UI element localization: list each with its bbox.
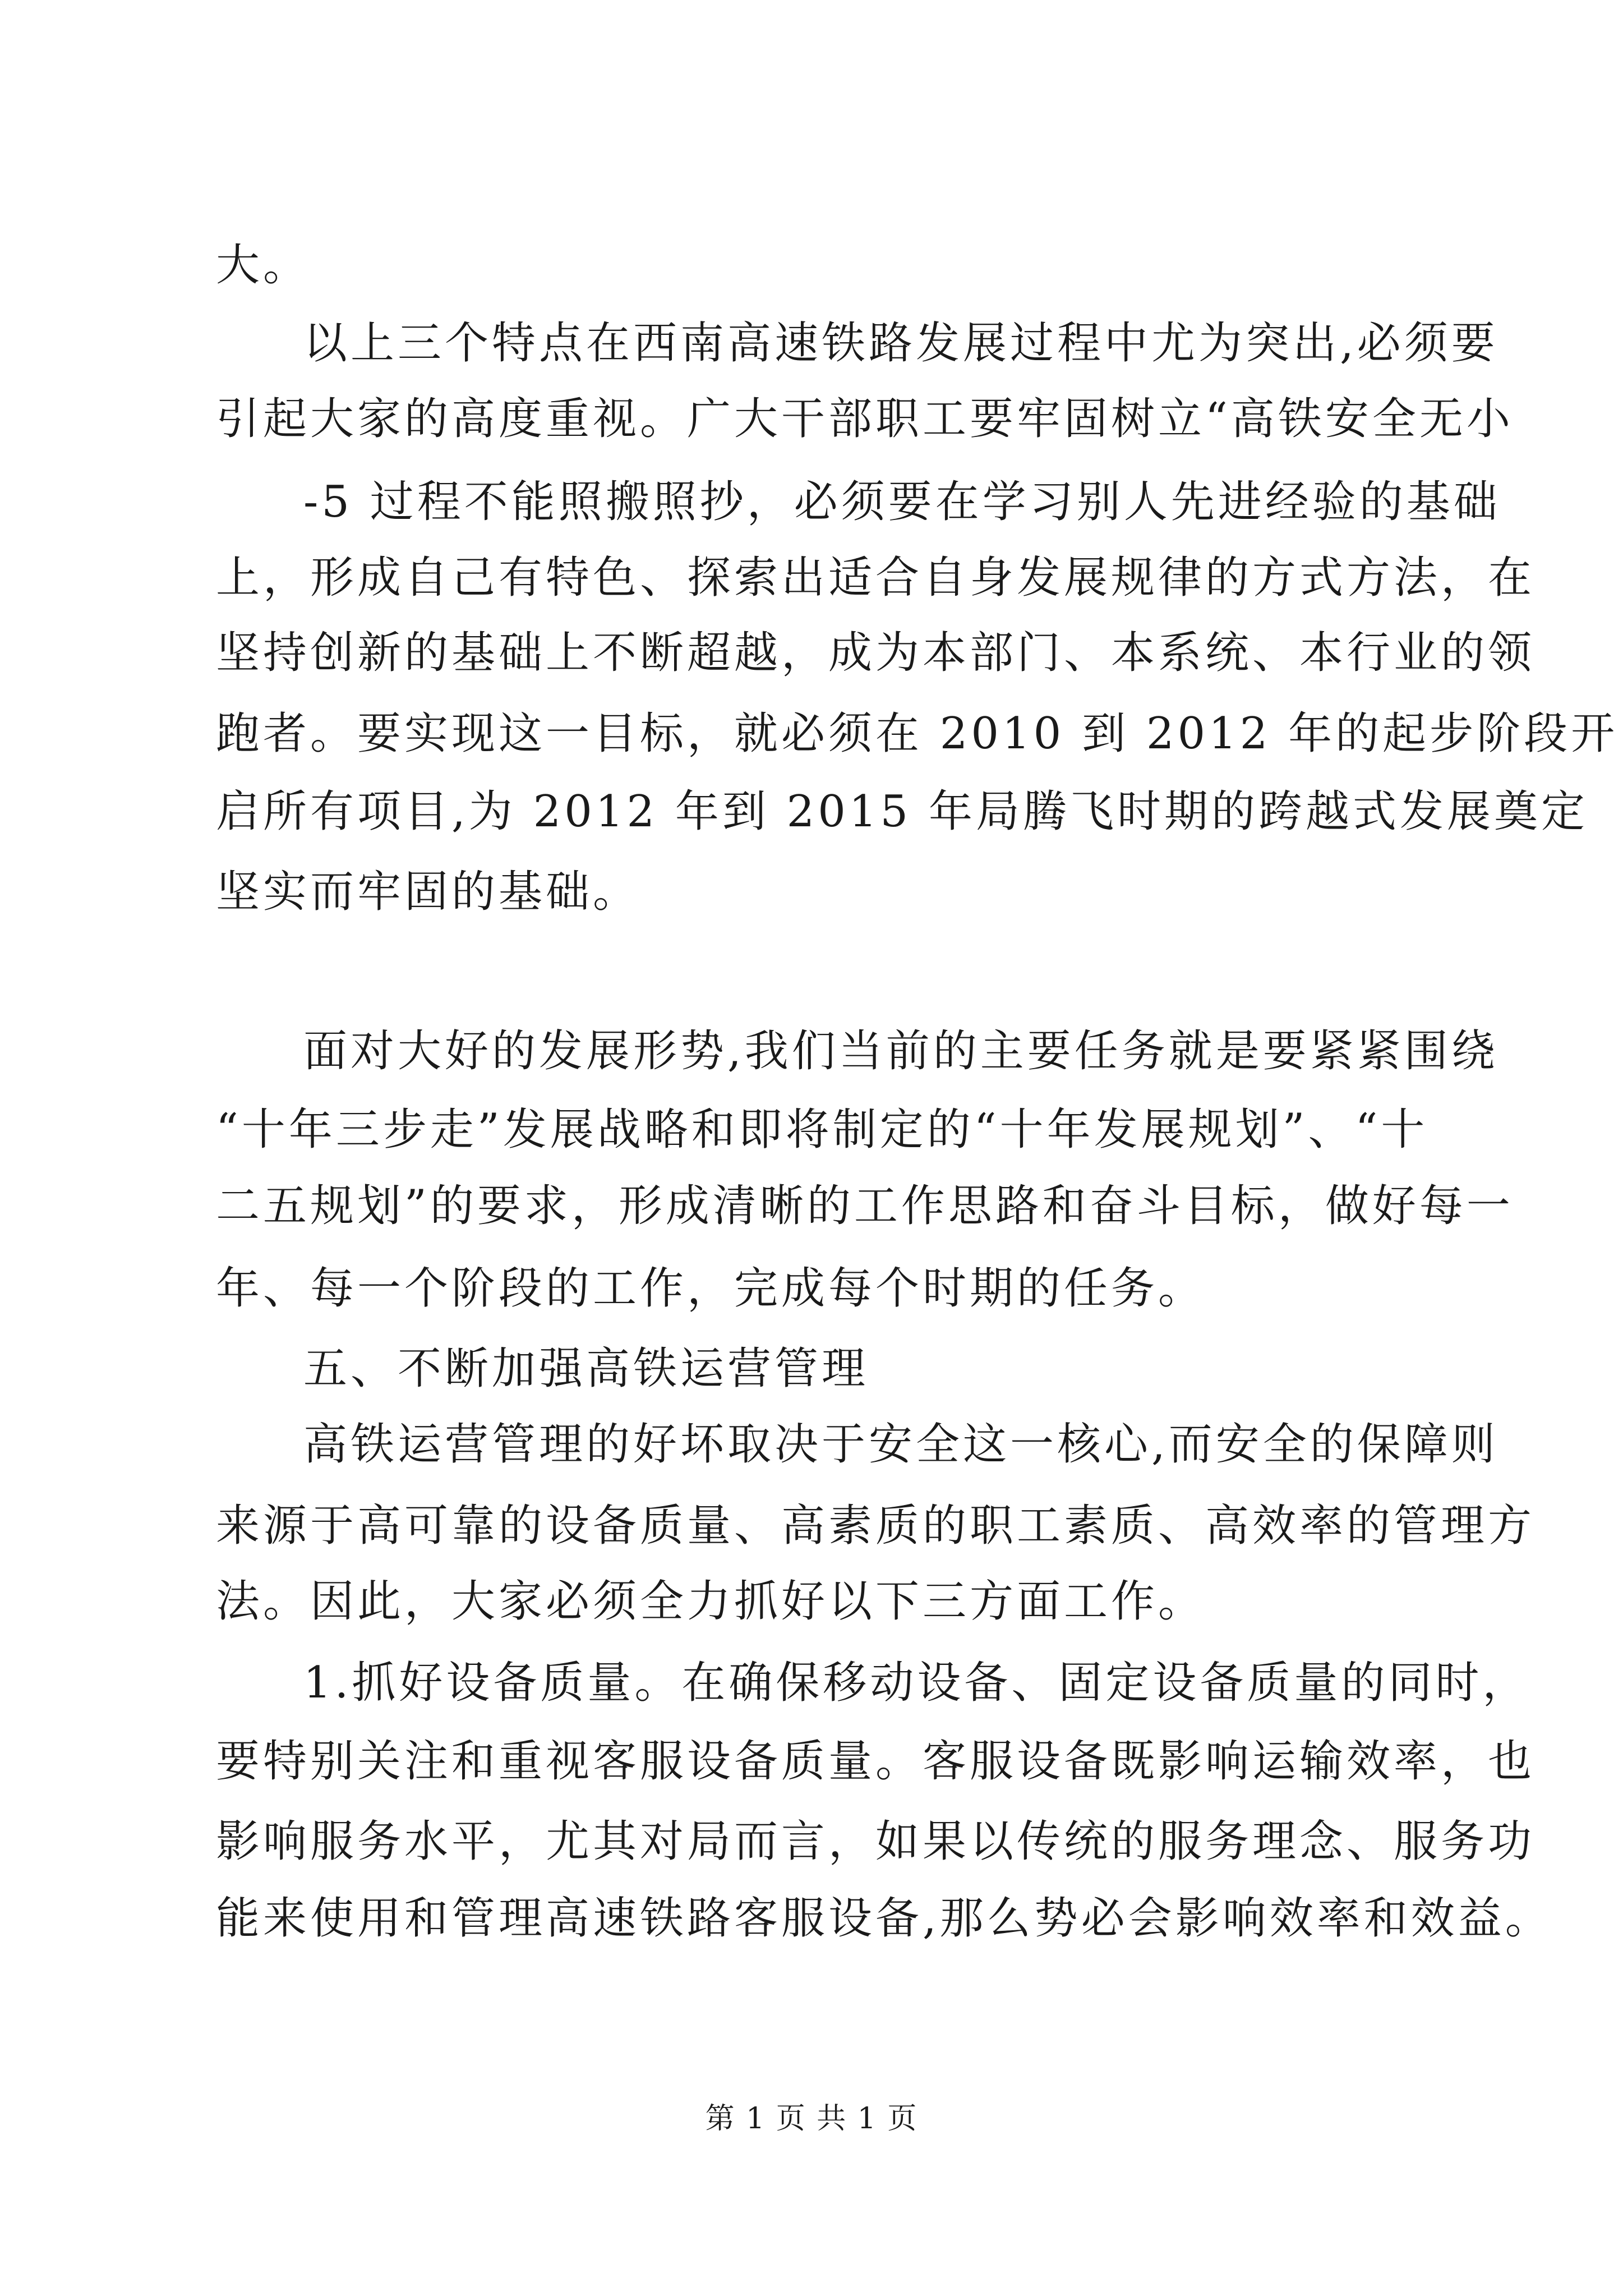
text-line: 坚持创新的基础上不断超越，成为本部门、本系统、本行业的领 (216, 628, 1536, 678)
paragraph-first-line: 面对大好的发展形势,我们当前的主要任务就是要紧紧围绕 (303, 1026, 1498, 1076)
section-heading: 五、不断加强高铁运营管理 (303, 1343, 869, 1394)
paragraph-first-line: 以上三个特点在西南高速铁路发展过程中尤为突出,必须要 (303, 318, 1498, 369)
text-line: 跑者。要实现这一目标，就必须在 2010 到 2012 年的起步阶段开 (216, 708, 1619, 759)
text-line: 影响服务水平，尤其对局而言，如果以传统的服务理念、服务功 (216, 1816, 1536, 1867)
text-line: 坚实而牢固的基础。 (216, 867, 640, 917)
text-line: 年、每一个阶段的工作，完成每个时期的任务。 (216, 1263, 1206, 1314)
text-line: 来源于高可靠的设备质量、高素质的职工素质、高效率的管理方 (216, 1501, 1536, 1551)
text-line: 能来使用和管理高速铁路客服设备,那么势必会影响效率和效益。 (216, 1893, 1552, 1944)
text-line: 大。 (216, 240, 311, 291)
numbered-item-line: 1.抓好设备质量。在确保移动设备、固定设备质量的同时， (303, 1658, 1530, 1708)
text-line: “十年三步走”发展战略和即将制定的“十年发展规划”、“十 (216, 1105, 1428, 1155)
text-line: 法。因此，大家必须全力抓好以下三方面工作。 (216, 1576, 1206, 1627)
page-footer: 第 1 页 共 1 页 (705, 2102, 918, 2136)
text-line: 启所有项目,为 2012 年到 2015 年局腾飞时期的跨越式发展奠定 (216, 786, 1588, 837)
text-line: 上，形成自己有特色、探索出适合自身发展规律的方式方法，在 (216, 553, 1536, 603)
text-line: 二五规划”的要求，形成清晰的工作思路和奋斗目标，做好每一 (216, 1181, 1514, 1231)
paragraph-first-line: -5 过程不能照搬照抄，必须要在学习别人先进经验的基础 (303, 477, 1501, 527)
text-line: 要特别关注和重视客服设备质量。客服设备既影响运输效率，也 (216, 1736, 1536, 1787)
text-line: 引起大家的高度重视。广大干部职工要牢固树立“高铁安全无小 (216, 394, 1514, 444)
paragraph-first-line: 高铁运营管理的好坏取决于安全这一核心,而安全的保障则 (303, 1419, 1498, 1470)
